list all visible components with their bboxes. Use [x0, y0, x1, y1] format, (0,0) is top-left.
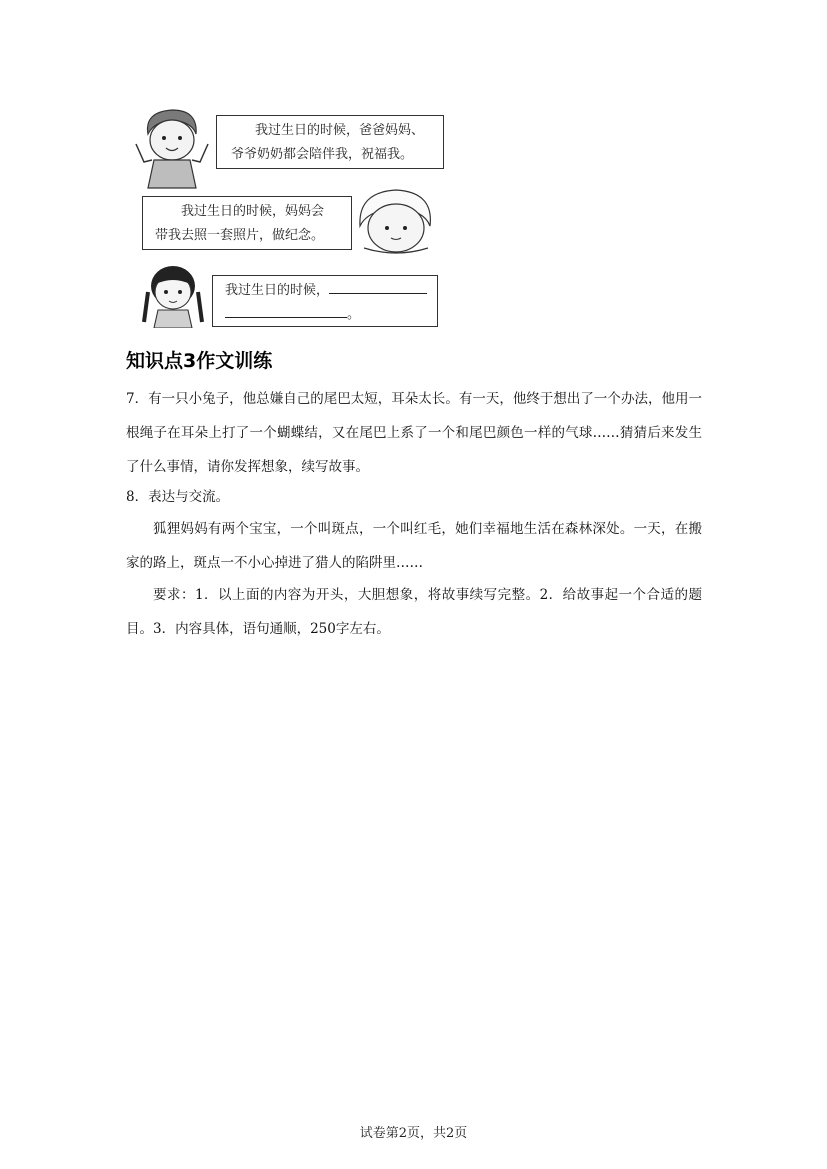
speech-bubble-3: [212, 275, 438, 327]
answer-blank-2[interactable]: [225, 303, 347, 318]
speech-bubble-1: [216, 115, 444, 169]
section-heading: 知识点3作文训练: [126, 350, 273, 372]
bubble-2-line-1: 我过生日的时候，妈妈会: [181, 204, 325, 219]
bubble-3-prompt: 我过生日的时候，: [225, 283, 330, 298]
page-footer: 试卷第2页，共2页: [359, 1126, 468, 1141]
child-illustration: [354, 186, 436, 258]
question-8-title: 8．表达与交流。: [126, 489, 230, 505]
speech-bubble-2: [142, 196, 352, 250]
girl-illustration: [136, 262, 210, 328]
boy-illustration: [132, 104, 214, 190]
bubble-2-line-2: 带我去照一套照片，做纪念。: [155, 228, 325, 243]
question-8-requirement: 要求：1．以上面的内容为开头，大胆想象，将故事续写完整。2．给故事起一个合适的题目。3．内容具体，语句通顺，250字左右。: [126, 587, 702, 637]
answer-blank-1[interactable]: [329, 279, 427, 294]
question-8-story: 狐狸妈妈有两个宝宝，一个叫斑点，一个叫红毛，她们幸福地生活在森林深处。一天，在搬家的路上，斑点一不小心掉进了猎人的陷阱里……: [126, 521, 702, 571]
bubble-3-end: 。: [347, 307, 361, 322]
bubble-1-line-2: 爷爷奶奶都会陪伴我，祝福我。: [231, 147, 414, 162]
bubble-1-line-1: 我过生日的时候，爸爸妈妈、: [255, 123, 425, 138]
question-7: 7．有一只小兔子，他总嫌自己的尾巴太短，耳朵太长。有一天，他终于想出了一个办法，他用一根绳子在耳朵上打了一个蝴蝶结，又在尾巴上系了一个和尾巴颜色一样的气球……猜猜后来发生了什么事情，请你发挥想象，续写故事。: [126, 391, 702, 475]
